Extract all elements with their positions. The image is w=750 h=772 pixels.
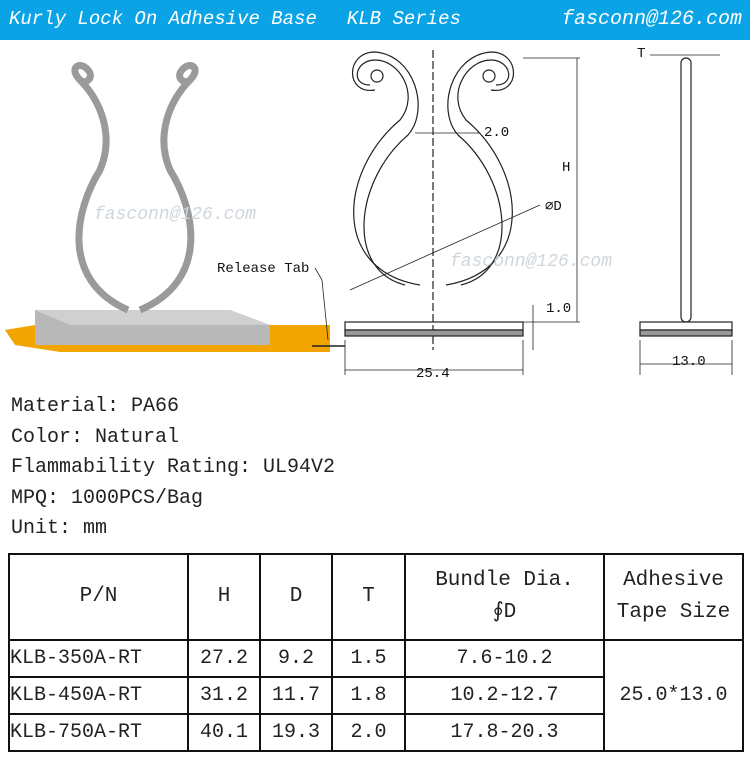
cell-bundle: 7.6-10.2 <box>405 640 604 677</box>
diameter-label: ⌀D <box>545 199 562 215</box>
cell-d: 19.3 <box>260 714 332 751</box>
cell-bundle: 17.8-20.3 <box>405 714 604 751</box>
page-title: Kurly Lock On Adhesive Base KLB Series <box>9 8 461 30</box>
cell-t: 1.8 <box>332 677 405 714</box>
side-width-label: 13.0 <box>672 354 706 370</box>
header-banner <box>0 0 750 40</box>
cell-h: 27.2 <box>188 640 260 677</box>
spec-table <box>8 553 744 752</box>
watermark: fasconn@126.com <box>450 252 613 272</box>
spec-list <box>11 392 335 545</box>
header-bundle-dia <box>405 554 604 640</box>
spec-color: Color: Natural <box>11 425 180 449</box>
header-h: H <box>188 554 260 640</box>
cell-t: 1.5 <box>332 640 405 677</box>
table-row <box>9 640 743 677</box>
table-header-row <box>9 554 743 640</box>
series-name: KLB Series <box>346 8 461 30</box>
thickness-label: T <box>637 46 646 62</box>
base-width-label: 25.4 <box>416 366 450 382</box>
cell-d: 9.2 <box>260 640 332 677</box>
header-tape-line2: Tape Size <box>616 601 731 624</box>
header-t: T <box>332 554 405 640</box>
spec-material: Material: PA66 <box>11 395 180 418</box>
side-view-drawing <box>640 55 732 375</box>
front-view-drawing <box>312 50 580 375</box>
header-pn: P/N <box>9 554 188 640</box>
header-tape-size <box>604 554 743 640</box>
release-tab-label: Release Tab <box>217 261 310 277</box>
cell-h: 40.1 <box>188 714 260 751</box>
header-tape-line1: Adhesive <box>623 569 724 592</box>
cell-pn: KLB-350A-RT <box>9 640 188 677</box>
cell-h: 31.2 <box>188 677 260 714</box>
spec-mpq: MPQ: 1000PCS/Bag <box>11 486 204 510</box>
base-thickness-label: 1.0 <box>546 301 572 317</box>
cell-t: 2.0 <box>332 714 405 751</box>
header-d: D <box>260 554 332 640</box>
watermark: fasconn@126.com <box>94 205 257 225</box>
cell-pn: KLB-450A-RT <box>9 677 188 714</box>
wire-width-label: 2.0 <box>484 125 510 141</box>
height-label: H <box>562 160 571 176</box>
header-bundle-line1: Bundle Dia. <box>435 569 574 592</box>
cell-bundle: 10.2-12.7 <box>405 677 604 714</box>
contact-email: fasconn@126.com <box>561 8 742 31</box>
cell-d: 11.7 <box>260 677 332 714</box>
header-bundle-line2: ∮D <box>492 601 517 624</box>
spec-unit: Unit: mm <box>11 517 108 540</box>
cell-tape-size: 25.0*13.0 <box>604 640 743 751</box>
spec-flammability: Flammability Rating: UL94V2 <box>11 456 336 479</box>
cell-pn: KLB-750A-RT <box>9 714 188 751</box>
